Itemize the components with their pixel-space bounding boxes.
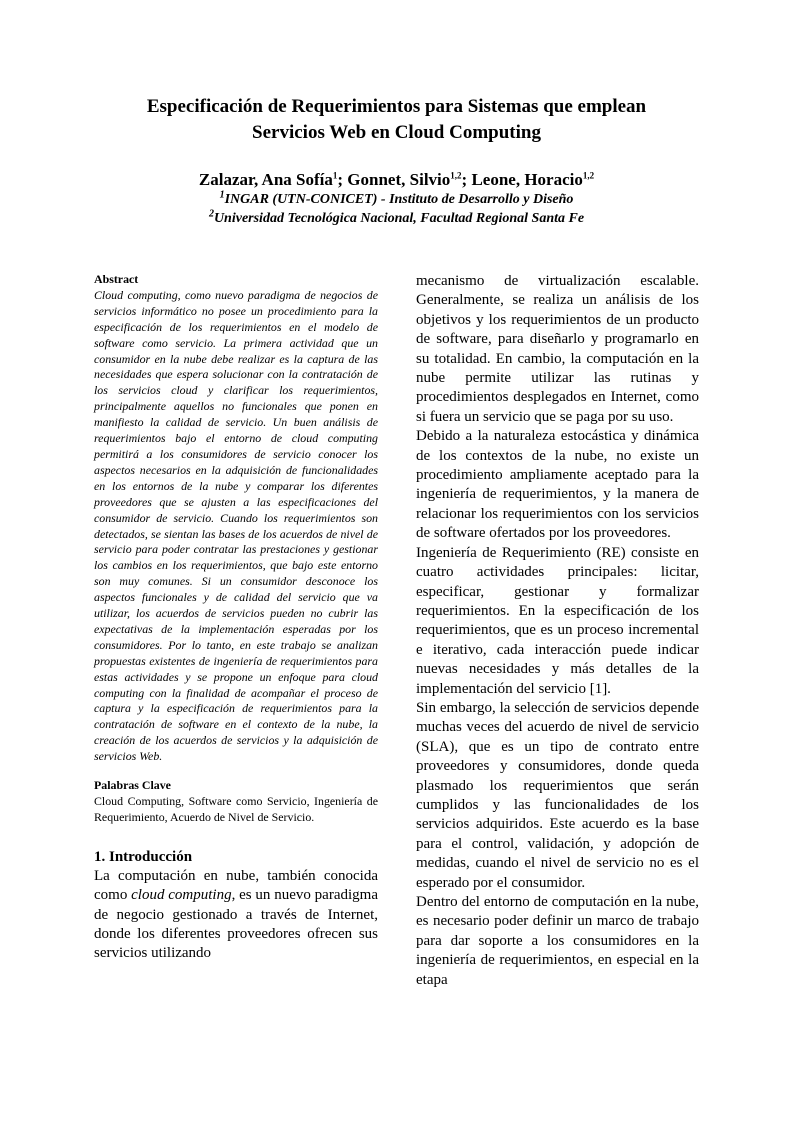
author-separator: ; [337, 170, 348, 189]
intro-paragraph [94, 867, 378, 964]
body-paragraph: Ingeniería de Requerimiento (RE) consiste en cuatro actividades principales: licitar, especificar, gestionar y formalizar requerimientos. En la especificación de los requerimientos, que es un proceso incremental e iterativo, cada interacción puede indicar nuevas necesidades y más detalles de la implementación del servicio [1]. [416, 544, 699, 697]
body-paragraph: Sin embargo, la selección de servicios depende muchas veces del acuerdo de nivel de servicio (SLA), que es un tipo de contrato entre proveedores y consumidores, donde queda plasmado los requerimientos que serán cumplidos y las funcionalidades de los servicios adquiridos. Este acuerdo es la base para el control, validación, y adopción de medidas, cuando el nivel de servicio no es el esperado por el consumidor. [416, 699, 699, 891]
keywords-heading: Palabras Clave [94, 778, 171, 793]
title-line-1: Especificación de Requerimientos para Sistemas que emplean [146, 96, 647, 117]
section-heading-introduction: 1. Introducción [94, 848, 193, 865]
spacer [94, 765, 378, 778]
author-name: Gonnet, Silvio [347, 170, 451, 189]
affiliation-1 [60, 190, 733, 209]
affiliation-mark: 2 [208, 208, 214, 220]
affiliation-text: Universidad Tecnológica Nacional, Facultad Regional Santa Fe [213, 211, 585, 226]
abstract-text: Cloud computing, como nuevo paradigma de negocios de servicios informático no posee un procedimiento para la especificación de los requerimientos en el modelo de software como servicio. La primera actividad que un consumidor en la nube debe realizar es la captura de las necesidades que espera solucionar con la contratación de los servicios cloud y clarificar los requerimientos, principalmente aquellos no funcionales que ponen en manifiesto la calidad de servicio. Un buen análisis de requerimientos bajo el entorno de cloud computing permitirá a los consumidores de servicio conocer los aspectos necesarios en la adquisición de funcionalidades en los entornos de la nube y comparar los diferentes proveedores que se ajusten a las especificaciones del consumidor de servicio. Cuando los requerimientos son detectados, se sientan las bases de los acuerdos de nivel de servicio para poder contratar las prestaciones y gestionar los cambios en los requerimientos, que bajo este entorno son muy comunes. Si un consumidor desconoce los aspectos funcionales y de calidad del servicio que va utilizar, los acuerdos de servicios pueden no cubrir las expectativas de la implementación esperadas por los consumidores. Por lo tanto, en este trabajo se analizan propuestas existentes de ingeniería de requerimientos para estas actividades y se propone un enfoque para cloud computing con la finalidad de acompañar el proceso de captura y la especificación de requerimientos para la contratación de software en el contexto de la nube, la creación de los acuerdos de servicios y la adquisición de servicios Web. [94, 287, 378, 764]
author-name: Zalazar, Ana Sofía [198, 170, 333, 189]
paper-header [60, 94, 733, 228]
intro-text: La computación en nube, también conocida como [94, 867, 378, 904]
intro-emphasis: cloud computing [131, 887, 232, 904]
author-name: Leone, Horacio [471, 170, 583, 189]
author-separator: ; [461, 170, 472, 189]
author-affiliation-mark: 1,2 [582, 170, 595, 181]
body-paragraph: Debido a la naturaleza estocástica y dinámica de los contextos de la nube, no existe un procedimiento ampliamente aceptado para la ingeniería de requerimientos, y la manera de relacionar los requerimientos con los servicios de software ofertados por los proveedores. [416, 428, 699, 542]
body-paragraph: mecanismo de virtualización escalable. Generalmente, se realiza un análisis de los objetivos y los requerimientos de un producto de software, para diseñarlo y programarlo en su totalidad. En cambio, la computación en la nube permite utilizar las rutinas y procedimientos desplegados en Internet, como si fuera un servicio que se paga por su uso. [416, 273, 699, 425]
affiliation-text: INGAR (UTN-CONICET) - Instituto de Desarrollo y Diseño [224, 192, 574, 207]
left-column [94, 272, 378, 964]
author-list [60, 169, 733, 190]
body-paragraph: Dentro del entorno de computación en la nube, es necesario poder definir un marco de trabajo para dar soporte a los consumidores en la ingeniería de requerimientos, en especial en la etapa [416, 894, 699, 988]
affiliation-mark: 1 [219, 189, 225, 201]
intro-text: , es un nuevo paradigma de negocio gestionado a través de Internet, donde los diferentes proveedores ofrecen sus servicios utilizando [94, 887, 378, 962]
paper-title [60, 94, 733, 146]
right-column [416, 272, 699, 990]
author-affiliation-mark: 1,2 [450, 170, 462, 181]
author-affiliation-mark: 1 [332, 170, 338, 181]
keywords-text: Cloud Computing, Software como Servicio, Ingeniería de Requerimiento, Acuerdo de Nivel de Servicio. [94, 794, 378, 824]
affiliation-2 [60, 209, 733, 228]
abstract-heading: Abstract [94, 272, 139, 286]
title-line-2: Servicios Web en Cloud Computing [252, 122, 541, 143]
